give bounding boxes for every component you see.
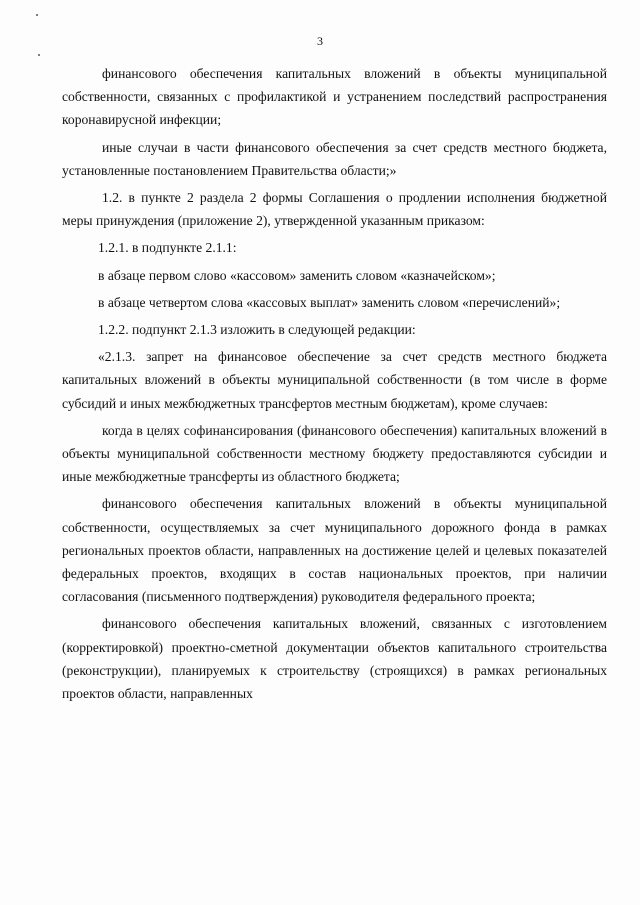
paragraph: «2.1.3. запрет на финансовое обеспечение за счет средств местного бюджета капитальных вложений в объекты муниципальной собственности (в том числе в форме субсидий и иных межбюджетных трансфертов местным бюджетам), кроме случаев: — [62, 349, 607, 411]
paragraph: финансового обеспечения капитальных вложений в объекты муниципальной собственности, осуществляемых за счет муниципального дорожного фонда в рамках региональных проектов области, направленных на достижение целей и целевых показателей федеральных проектов, входящих в состав национальных проектов, при наличии согласования (письменного подтверждения) руководителя федерального проекта; — [62, 496, 607, 605]
paragraph: 1.2.1. в подпункте 2.1.1: — [98, 240, 237, 256]
document-body — [62, 62, 607, 709]
page-number: 3 — [317, 34, 323, 48]
paragraph: когда в целях софинансирования (финансового обеспечения) капитальных вложений в объекты муниципальной собственности местному бюджету предоставляются субсидии и иные межбюджетные трансферты из областного бюджета; — [62, 422, 607, 485]
paragraph: иные случаи в части финансового обеспечения за счет средств местного бюджета, установленные постановлением Правительства области;» — [62, 139, 607, 178]
scan-speck — [38, 54, 40, 56]
paragraph: в абзаце четвертом слова «кассовых выплат» заменить словом «перечислений»; — [98, 294, 561, 310]
paragraph: финансового обеспечения капитальных вложений, связанных с изготовлением (корректировкой) проектно-сметной документации объектов капитального строительства (реконструкции), планируемых к строительству (строящихся) в рамках региональных проектов области, направленных — [62, 616, 607, 702]
paragraph: финансового обеспечения капитальных вложений в объекты муниципальной собственности, связанных с профилактикой и устранением последствий распространения коронавирусной инфекции; — [62, 66, 607, 128]
paragraph: 1.2. в пункте 2 раздела 2 формы Соглашения о продлении исполнения бюджетной меры принуждения (приложение 2), утвержденной указанным приказом: — [62, 190, 607, 229]
scan-speck — [36, 14, 38, 16]
paragraph: в абзаце первом слово «кассовом» заменить словом «казначейском»; — [98, 267, 496, 283]
paragraph: 1.2.2. подпункт 2.1.3 изложить в следующей редакции: — [98, 322, 416, 338]
